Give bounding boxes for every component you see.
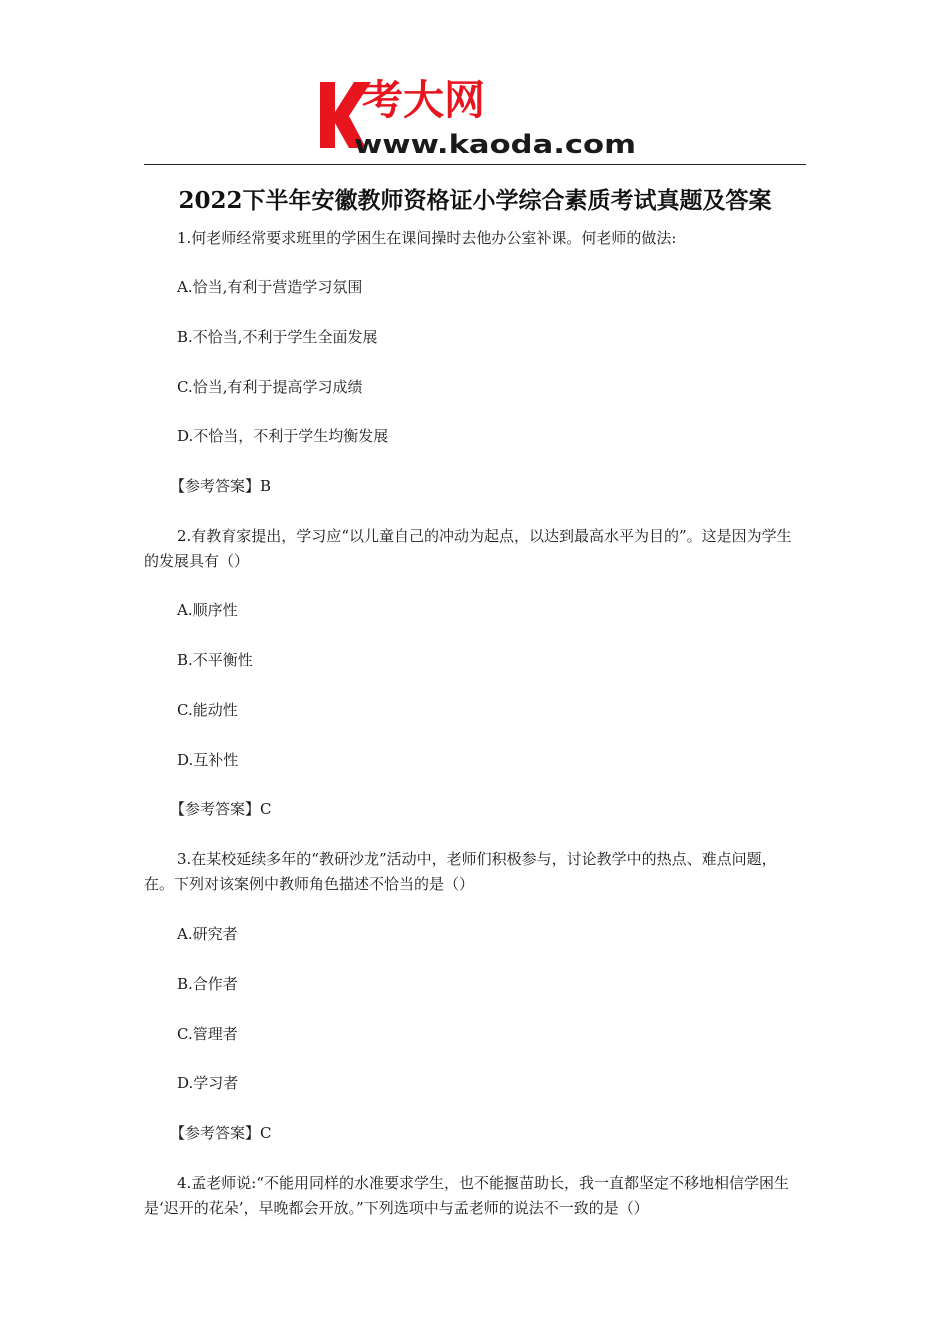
kaoda-logo [318, 78, 648, 160]
question-1-option-b: B.不恰当,不利于学生全面发展 [177, 328, 378, 346]
question-3-option-c: C.管理者 [177, 1025, 238, 1043]
document-title: 2022下半年安徽教师资格证小学综合素质考试真题及答案 [178, 187, 772, 214]
question-3-option-d: D.学习者 [177, 1074, 239, 1092]
kaoda-logo-graphic [318, 78, 648, 160]
question-2-option-d: D.互补性 [177, 751, 239, 769]
question-2-option-c: C.能动性 [177, 701, 238, 719]
header-divider [144, 164, 806, 165]
question-1-option-c: C.恰当,有利于提高学习成绩 [177, 378, 363, 396]
question-1-option-d: D.不恰当，不利于学生均衡发展 [177, 427, 389, 445]
question-2-stem: 2.有教育家提出，学习应“以儿童自己的冲动为起点，以达到最高水平为目的”。这是因为学生的发展具有（） [144, 527, 792, 570]
question-1-stem: 1.何老师经常要求班里的学困生在课间操时去他办公室补课。何老师的做法: [177, 229, 677, 247]
question-3-option-b: B.合作者 [177, 975, 238, 993]
logo-url: www.kaoda.com [354, 130, 636, 160]
question-2-answer: 【参考答案】C [170, 800, 272, 818]
question-4-stem: 4.孟老师说:“不能用同样的水准要求学生，也不能揠苗助长，我一直都坚定不移地相信学困生是‘迟开的花朵’，早晚都会开放。”下列选项中与孟老师的说法不一致的是（） [144, 1174, 790, 1217]
question-1-answer: 【参考答案】B [170, 477, 272, 495]
question-3-option-a: A.研究者 [177, 925, 238, 943]
question-3-stem: 3.在某校延续多年的“教研沙龙”活动中，老师们积极参与，讨论教学中的热点、难点问题，在。下列对该案例中教师角色描述不恰当的是（） [144, 850, 777, 893]
question-1-option-a: A.恰当,有利于营造学习氛围 [177, 278, 363, 296]
question-3-answer: 【参考答案】C [170, 1124, 272, 1142]
question-2-option-b: B.不平衡性 [177, 651, 253, 669]
logo-chinese-name: 考大网 [362, 78, 485, 124]
question-2-option-a: A.顺序性 [177, 601, 238, 619]
